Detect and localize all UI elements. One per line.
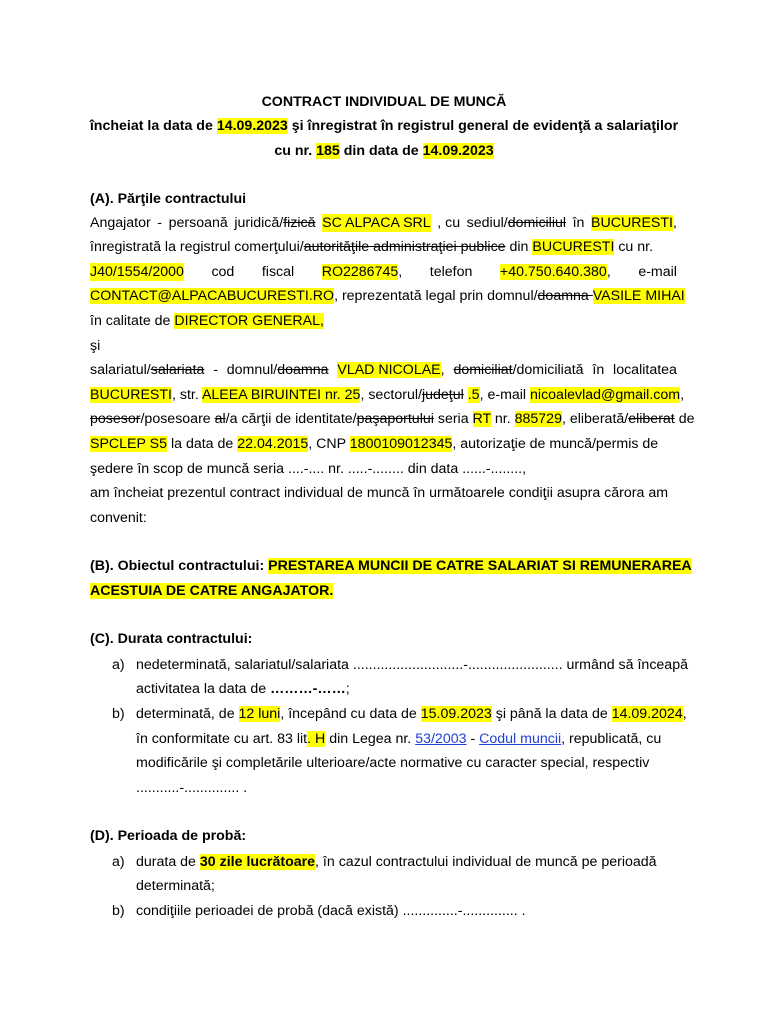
duration-months: 12 luni [238,706,281,722]
start-date-placeholder: ………-…… [270,681,346,697]
employee-street: ALEEA BIRUINTEI nr. 25 [201,387,361,403]
text: , începând cu data de [280,706,421,722]
duration-item-b [112,705,699,723]
text: nr. [490,411,515,427]
struck-text: al [214,411,226,427]
id-number: 885729 [514,411,562,427]
section-b-line-2 [90,582,677,600]
duration-item-b-cont-3: ...........-.............. . [136,780,248,796]
struck-text: salariata [150,362,205,378]
employee-line-6: am încheiat prezentul contract individual de muncă în următoarele condiţii asupra cărora am [90,485,669,501]
list-label: b) [112,706,125,722]
representative-name: VASILE MIHAI [592,288,685,304]
registration-code: J40/1554/2000 [90,264,184,280]
duration-item-a-cont [136,680,677,698]
text: , [398,264,403,280]
text: cod [211,264,235,280]
struck-text: eliberat [628,411,675,427]
text: activitatea la data de [136,681,271,697]
text: nedeterminată, salariatul/salariata ............................-........................ urmând să înceapă [136,657,688,673]
text: , autorizaţie de muncă/permis de [452,436,659,452]
registration-date: 14.09.2023 [422,143,494,159]
id-issuer: SPCLEP S5 [90,436,168,452]
id-issue-date: 22.04.2015 [237,436,309,452]
text: , e-mail [479,387,531,403]
employer-line-5 [90,312,677,330]
struck-text: judeţul [421,387,464,403]
document-title: CONTRACT INDIVIDUAL DE MUNCĂ [261,94,507,110]
text: în conformitate cu art. 83 lit [136,731,308,747]
section-d-heading: (D). Perioada de probă: [90,828,247,844]
struck-text: fizică [283,215,316,231]
employee-line-2 [90,386,685,404]
text: din Legea nr. [325,731,416,747]
employer-line-1: Angajator - persoană juridică/fizică SC ALPACA SRL , cu sediul/domiciliul în BUCURESTI, [90,215,677,231]
text: cu nr. [274,143,317,159]
struck-text: domiciliul [507,215,567,231]
text: de [674,411,695,427]
text: , str. [171,387,202,403]
article-letter: . H [307,731,326,747]
text: înregistrată la registrul comerţului/ [90,239,304,255]
employee-city: BUCURESTI [90,387,172,403]
text: condiţiile perioadei de probă (dacă există) ..............-.............. . [136,903,526,919]
employer-line-3: J40/1554/2000 cod fiscal RO2286745, telefon +40.750.640.380, e-mail [90,264,677,280]
text: cu nr. [614,239,654,255]
list-label: a) [112,854,125,870]
employee-cnp: 1800109012345 [349,436,453,452]
employer-name: SC ALPACA SRL [322,215,431,231]
text: durata de [136,854,200,870]
text: , în cazul contractului individual de muncă pe perioadă [315,854,657,870]
section-a-heading: (A). Părţile contractului [90,191,247,207]
text: la data de [167,436,238,452]
start-date: 15.09.2023 [420,706,492,722]
employer-line-4 [90,287,685,305]
employee-line-7: convenit: [90,510,147,526]
struck-text: domiciliat [453,362,513,378]
struck-text: autorităţile administraţiei publice [303,239,506,255]
list-label: a) [112,657,125,673]
text: telefon [429,264,473,280]
text: ; [345,681,350,697]
employer-city: BUCURESTI [591,215,673,231]
text: în calitate de [90,313,175,329]
text: , sectorul/ [360,387,422,403]
text: , CNP [308,436,350,452]
section-b-heading: (B). Obiectul contractului: [90,558,269,574]
text: , [672,215,677,231]
conjunction: şi [90,338,101,354]
employer-email: CONTACT@ALPACABUCURESTI.RO [90,288,335,304]
text: /posesoare [140,411,215,427]
probation-item-a [112,853,699,871]
text: - [466,731,480,747]
list-label: b) [112,903,125,919]
contract-date: 14.09.2023 [216,118,288,134]
struck-text: paşaportului [356,411,434,427]
struck-text: doamna [537,288,593,304]
id-series: RT [472,411,491,427]
text: seria [433,411,473,427]
employee-line-4 [90,435,677,453]
representative-role: DIRECTOR GENERAL, [174,313,324,329]
phone-number: +40.750.640.380 [499,264,607,280]
text: din data de [339,143,423,159]
labor-code-link[interactable]: Codul muncii [479,731,562,747]
employee-name: VLAD NICOLAE [337,362,441,378]
text: şi înregistrat în registrul general de evidenţă a salariaţilor [287,118,679,134]
registry-city: BUCURESTI [532,239,615,255]
text: , republicată, cu [561,731,662,747]
duration-item-a [112,656,699,674]
probation-duration: 30 zile lucrătoare [199,854,316,870]
text: , eliberată/ [561,411,629,427]
section-b-line-1 [90,557,692,575]
text: , [682,706,687,722]
employee-line-3 [90,410,695,428]
employee-sector: .5 [467,387,480,403]
employee-line-1: salariatul/salariata - domnul/doamna VLAD NICOLAE, domiciliat/domiciliată în localitatea [90,362,677,378]
text: determinată, de [136,706,239,722]
subtitle-line-2 [80,142,688,160]
struck-text: posesor [90,411,141,427]
employer-line-2 [90,238,677,256]
probation-item-b [112,902,699,920]
duration-item-b-cont-2: modificările şi completările ulterioare/acte normative cu caracter special, respectiv [136,755,650,771]
text: fiscal [261,264,295,280]
contract-object: PRESTAREA MUNCII DE CATRE SALARIAT SI REMUNERAREA [268,558,692,574]
duration-item-b-cont [136,730,677,748]
section-c-heading: (C). Durata contractului: [90,631,253,647]
probation-item-a-cont: determinată; [136,878,215,894]
employee-email: nicoalevlad@gmail.com [530,387,681,403]
text: , reprezentată legal prin domnul/ [334,288,538,304]
text: şi până la data de [491,706,612,722]
fiscal-code: RO2286745 [321,264,399,280]
text: încheiat la data de [89,118,217,134]
subtitle-line-1 [80,117,688,135]
struck-text: doamna [277,362,329,378]
employee-line-5: şedere în scop de muncă seria ....-.... nr. .....-........ din data ......-........, [90,461,527,477]
text: , [680,387,685,403]
contract-object-cont: ACESTUIA DE CATRE ANGAJATOR. [90,583,334,599]
end-date: 14.09.2024 [611,706,683,722]
text: /a cărţii de identitate/ [225,411,357,427]
text: din [505,239,533,255]
law-link[interactable]: 53/2003 [415,731,467,747]
registration-number: 185 [316,143,340,159]
